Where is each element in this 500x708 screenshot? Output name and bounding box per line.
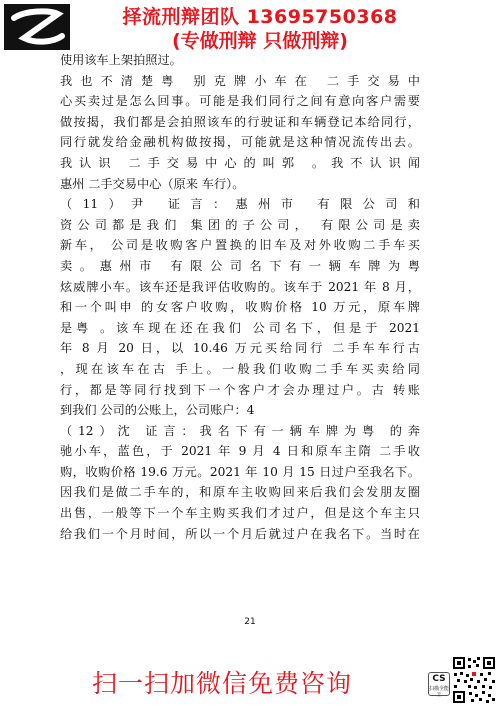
text-line: （12）沈 证言：我名下有一辆车牌为粤 的奔	[60, 423, 420, 438]
text-line: 给我们一个月时间，所以一个月后就过户在我名下。当时在	[60, 526, 420, 541]
text-line: 驰小车，蓝色，于 2021 年 9 月 4 日和原车主隋 二手收	[60, 444, 420, 459]
text-line: 心买卖过是怎么回事。可能是我们同行之间有意向客户需要	[60, 94, 420, 109]
text-line: 因我们是做二手车的，和原车主收购回来后我们会发朋友圈	[60, 485, 420, 500]
text-line: 资公司都是我们 集团的子公司， 有限公司是卖	[60, 217, 420, 232]
text-line: ，现在该车在古 手上。一般我们收购二手车买卖给同	[60, 361, 420, 376]
text-line: 年 8 月 20 日，以 10.46 万元买给同行 二手车车行古	[60, 341, 420, 356]
text-line: 新车， 公司是收购客户置换的旧车及对外收购二手车买	[60, 238, 420, 253]
text-line: 和一个叫申 的女客户收购，收购价格 10 万元，原车牌	[60, 300, 420, 315]
logo-icon	[4, 4, 70, 50]
text-line: 卖。惠州市 有限公司名下有一辆车牌为粤	[60, 258, 420, 273]
camscanner-badge-icon	[428, 672, 450, 696]
text-line: 我也不清楚粤 别克牌小车在 二手交易中	[60, 73, 420, 88]
document-body	[60, 50, 420, 544]
qr-code-icon[interactable]	[452, 656, 496, 704]
text-line: 同行就发给金融机构做按揭，可能就是这种情况流传出去。	[60, 135, 420, 150]
page-number: 21	[244, 617, 256, 627]
header-subtitle: (专做刑辩 只做刑辩)	[172, 30, 348, 52]
header-title: 择流刑辩团队 13695750368	[122, 6, 398, 28]
footer-banner: 扫一扫加微信免费咨询	[92, 669, 353, 698]
text-line: 使用该车上架拍照过。	[60, 53, 182, 67]
text-line: 出售，一般等下一个车主购买我们才过户，但是这个车主只	[60, 506, 420, 521]
text-line: 行，都是等同行找到下一个客户才会办理过户。古 转账	[60, 382, 420, 397]
badge-sub-label: 扫描全能王	[429, 686, 450, 698]
text-line: （11）尹 证言：惠州市 有限公司和	[60, 197, 420, 212]
text-line: 我认识 二手交易中心的叫郭 。我不认识闻	[60, 155, 420, 170]
text-line: 到我们 公司的公账上，公司账户：4	[60, 403, 255, 418]
text-line: 炫威牌小车。该车还是我评估收购的。该车于 2021 年 8 月，	[60, 279, 420, 294]
text-line: 购，收购价格 19.6 万元。2021 年 10 月 15 日过户至我名下。	[60, 464, 420, 479]
text-line: 做按揭，我们都是会拍照该车的行驶证和车辆登记本给同行，	[60, 114, 420, 129]
text-line: 惠州 二手交易中心（原来 车行）。	[60, 176, 245, 191]
badge-main-label: CS	[432, 674, 446, 684]
text-line: 是粤 。该车现在还在我们 公司名下，但是于 2021	[60, 320, 420, 335]
